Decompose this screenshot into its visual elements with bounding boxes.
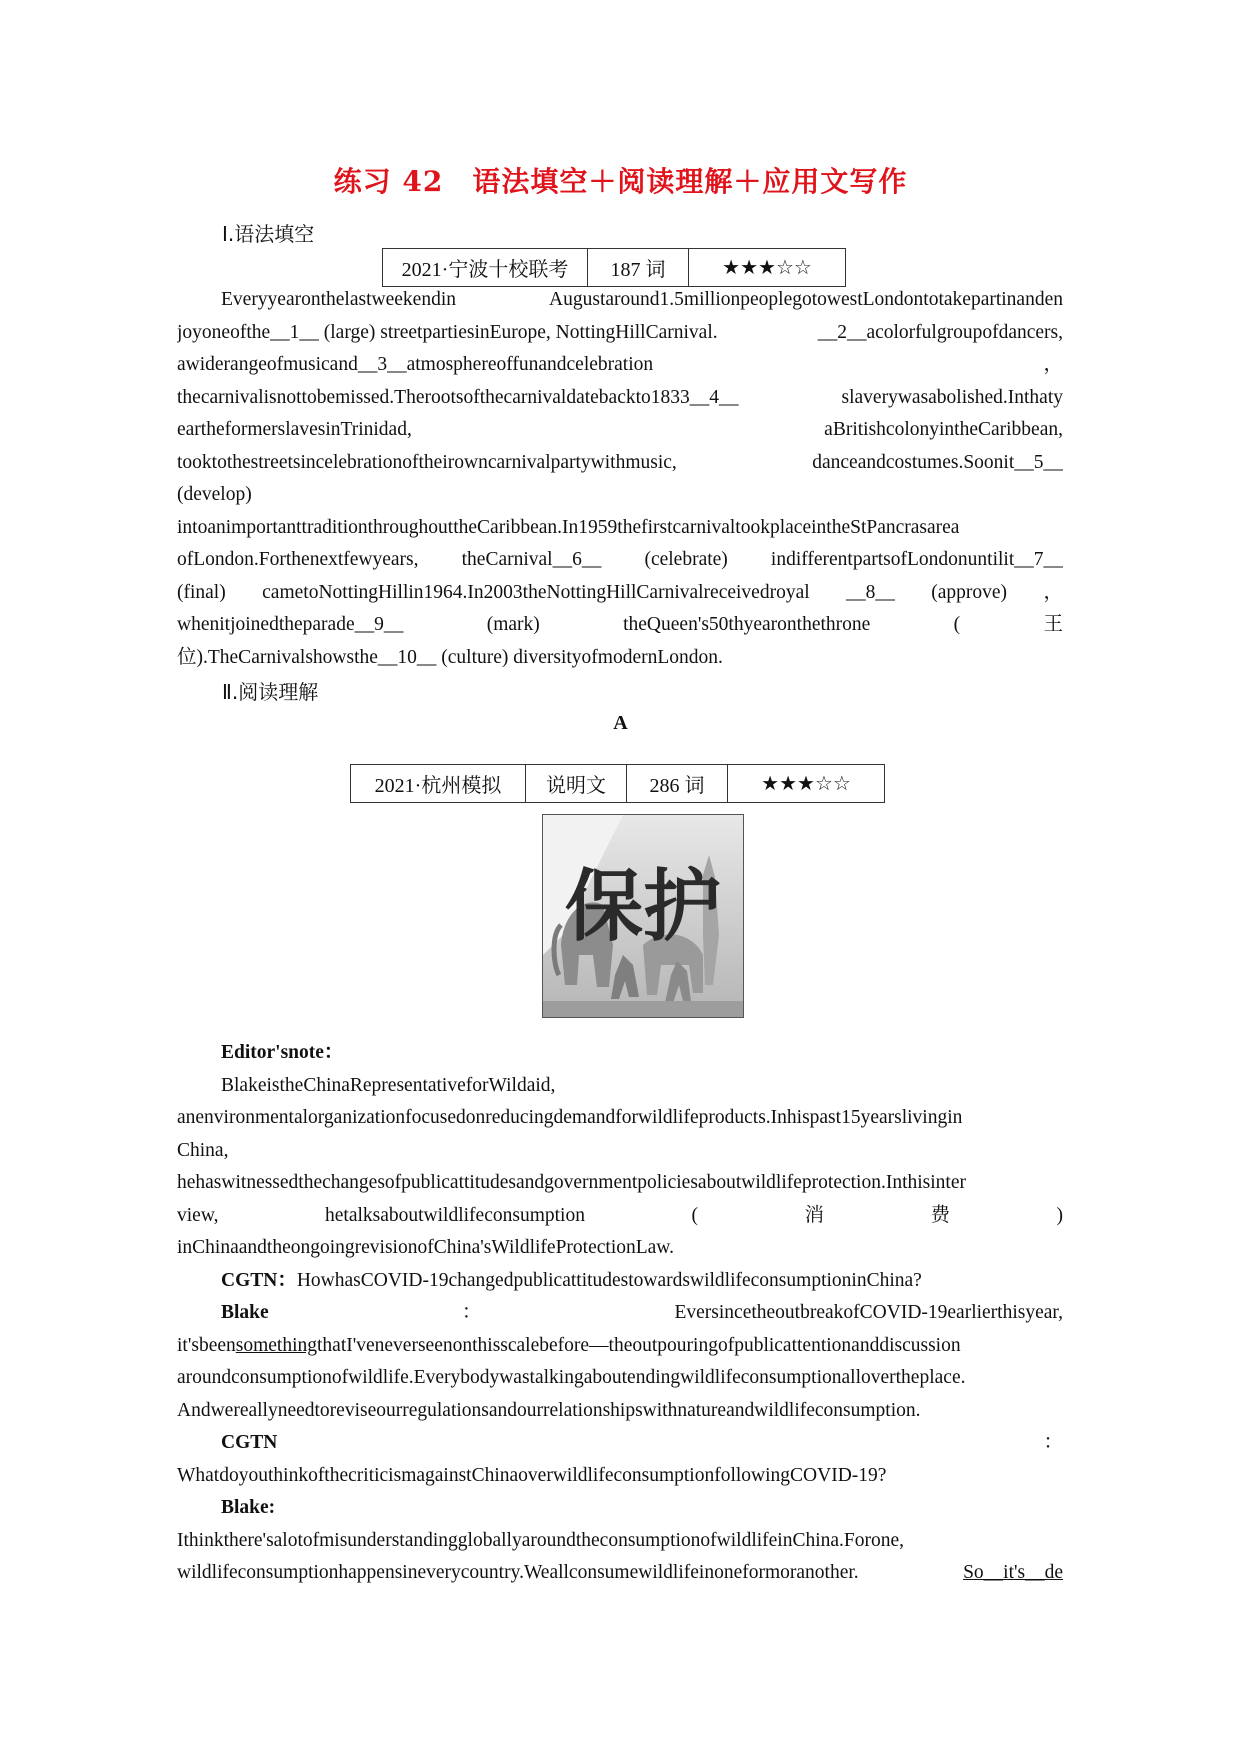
- passage-text: ：: [461, 1302, 482, 1323]
- passage-text: wildlifeconsumptionhappensineverycountry.Weallconsumewildlifeinoneformoranother.: [177, 1562, 859, 1583]
- passage-text: ofLondon.Forthenextfewyears,: [177, 549, 419, 570]
- section-reading-heading: Ⅱ.阅读理解: [222, 680, 319, 704]
- speaker-label: CGTN: [221, 1432, 278, 1453]
- passage-text: hetalksaboutwildlifeconsumption: [325, 1204, 585, 1226]
- passage-text: whenitjoinedtheparade__9__: [177, 614, 404, 635]
- grammar-info-table: [382, 248, 846, 287]
- passage-text: theCarnival__6__: [461, 549, 602, 570]
- passage-text: view,: [177, 1204, 219, 1226]
- wildlife-illustration-icon: [543, 815, 743, 1017]
- speaker-label: CGTN：: [221, 1269, 297, 1291]
- passage-text: ，: [1043, 354, 1063, 375]
- passage-text: (approve): [931, 581, 1008, 603]
- passage-text: indifferentpartsofLondonuntilit__7__: [770, 549, 1063, 570]
- passage-text: aroundconsumptionofwildlife.Everybodywastalkingaboutendingwildlifeconsumptionallovertheplace.: [177, 1367, 966, 1388]
- passage-text: inChinaandtheongoingrevisionofChina'sWildlifeProtectionLaw.: [177, 1237, 674, 1258]
- passage-text: Editor'snote：: [221, 1042, 344, 1063]
- reading-source: 2021·杭州模拟: [351, 765, 526, 803]
- passage-text: it'sbeen: [177, 1334, 236, 1356]
- passage-text: (final): [177, 581, 226, 603]
- passage-text: ，: [1043, 581, 1063, 603]
- passage-text: theQueen's50thyearonthethrone: [623, 614, 871, 635]
- underlined-phrase: So__it's__de: [963, 1562, 1063, 1583]
- grammar-passage: [177, 284, 1063, 674]
- passage-text: (mark): [486, 614, 540, 635]
- underlined-word: something: [235, 1334, 317, 1356]
- grammar-difficulty-stars: ★★★☆☆: [689, 249, 846, 287]
- page-title: 练习 42 语法填空＋阅读理解＋应用文写作: [333, 165, 908, 198]
- reading-difficulty-stars: ★★★☆☆: [728, 765, 885, 803]
- passage-text: eartheformerslavesinTrinidad,: [177, 419, 412, 440]
- passage-text: awiderangeofmusicand__3__atmosphereoffunandcelebration: [177, 354, 654, 375]
- passage-text: __2__acolorfulgroupofdancers,: [817, 321, 1063, 343]
- grammar-source: 2021·宁波十校联考: [383, 249, 588, 287]
- passage-text: __8__: [846, 581, 895, 603]
- passage-text: hehaswitnessedthechangesofpublicattitudesandgovernmentpoliciesaboutwildlifeprotection.Inthisinter: [177, 1172, 966, 1193]
- passage-text: anenvironmentalorganizationfocusedonreducingdemandforwildlifeproducts.Inhispast15yearslivingin: [177, 1107, 963, 1128]
- reading-info-table: [350, 764, 885, 803]
- passage-text: BlakeistheChinaRepresentativeforWildaid,: [221, 1074, 556, 1096]
- passage-text: Ithinkthere'salotofmisunderstandinggloballyaroundtheconsumptionofwildlifeinChina.Forone,: [177, 1529, 905, 1551]
- speaker-label: Blake: [221, 1302, 269, 1323]
- passage-text: ): [1056, 1204, 1063, 1226]
- passage-text: 位).TheCarnivalshowsthe__10__ (culture) diversityofmodernLondon.: [177, 646, 723, 668]
- passage-text: (: [691, 1204, 698, 1226]
- passage-text: slaverywasabolished.Inthaty: [841, 386, 1063, 408]
- passage-text: EversincetheoutbreakofCOVID-19earlierthisyear,: [674, 1302, 1063, 1323]
- passage-text: (celebrate): [644, 549, 728, 570]
- reading-genre: 说明文: [526, 765, 627, 803]
- passage-text: Augustaround1.5millionpeoplegotowestLondontotakepartinanden: [549, 289, 1063, 310]
- passage-text: Andwereallyneedtoreviseourregulationsandourrelationshipswithnatureandwildlifeconsumption.: [177, 1399, 921, 1421]
- passage-text: joyoneofthe__1__ (large) streetpartiesinEurope, NottingHillCarnival.: [177, 321, 718, 343]
- passage-text: (: [953, 614, 961, 635]
- passage-text: China,: [177, 1139, 229, 1161]
- passage-text: ：: [1043, 1432, 1063, 1453]
- passage-label: A: [613, 712, 628, 734]
- passage-text: (develop): [177, 484, 252, 505]
- passage-text: thatI'veneverseenonthisscalebefore—theoutpouringofpublicattentionanddiscussion: [317, 1334, 961, 1356]
- passage-text: 费: [930, 1204, 950, 1226]
- passage-text: intoanimportanttraditionthroughouttheCaribbean.In1959thefirstcarnivaltookplaceintheStPancrasarea: [177, 516, 960, 538]
- passage-text: danceandcostumes.Soonit__5__: [812, 451, 1063, 473]
- passage-text: cametoNottingHillin1964.In2003theNottingHillCarnivalreceivedroyal: [262, 581, 810, 603]
- reading-word-count: 286 词: [627, 765, 728, 803]
- svg-text:保护: 保护: [564, 862, 722, 952]
- wildlife-protection-image: [542, 814, 744, 1018]
- passage-text: 王: [1043, 614, 1063, 635]
- passage-text: tooktothestreetsincelebrationoftheirowncarnivalpartywithmusic,: [177, 451, 677, 473]
- section-grammar-heading: Ⅰ.语法填空: [222, 222, 315, 246]
- passage-text: Everyyearonthelastweekendin: [221, 289, 456, 310]
- passage-text: aBritishcolonyintheCaribbean,: [824, 419, 1063, 440]
- passage-text: 消: [804, 1204, 824, 1226]
- passage-text: HowhasCOVID-19changedpublicattitudestowardswildlifeconsumptioninChina?: [296, 1269, 922, 1291]
- speaker-label: Blake:: [221, 1497, 276, 1518]
- passage-text: thecarnivalisnottobemissed.Therootsofthecarnivaldatebackto1833__4__: [177, 386, 739, 408]
- grammar-word-count: 187 词: [588, 249, 689, 287]
- reading-passage: [177, 1037, 1063, 1590]
- passage-text: WhatdoyouthinkofthecriticismagainstChinaoverwildlifeconsumptionfollowingCOVID-19?: [177, 1464, 887, 1486]
